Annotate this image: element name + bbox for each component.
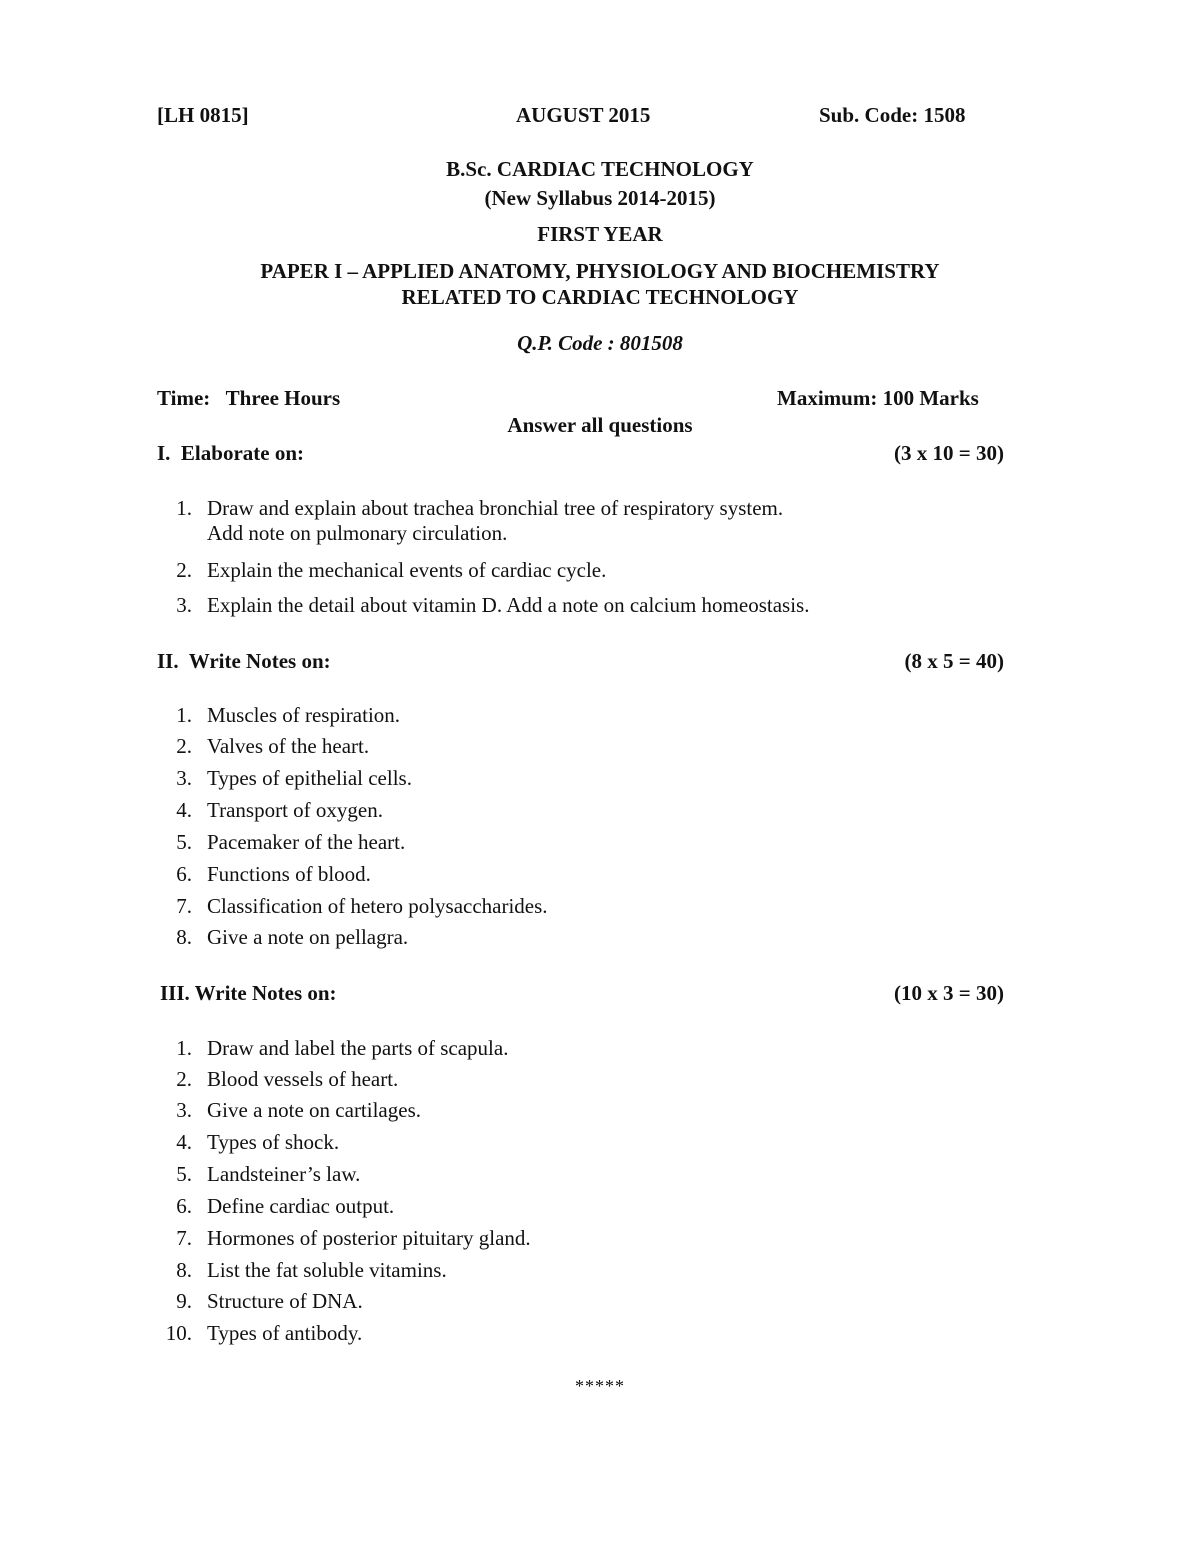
question-text: Transport of oxygen.: [207, 798, 383, 822]
question-number: 7.: [176, 894, 192, 918]
section-heading: I. Elaborate on:: [157, 441, 304, 465]
question-number: 2.: [176, 558, 192, 582]
question-text: Types of antibody.: [207, 1321, 363, 1345]
question-number: 3.: [176, 766, 192, 790]
question-item: [150, 1130, 339, 1155]
question-text: Types of epithelial cells.: [207, 766, 412, 790]
question-item: [150, 1162, 360, 1187]
time-label: Time: Three Hours: [157, 386, 341, 410]
question-text: Structure of DNA.: [207, 1289, 363, 1313]
instruction-label: Answer all questions: [507, 413, 693, 437]
question-number: 5.: [176, 1162, 192, 1186]
question-number: 1.: [176, 703, 192, 727]
question-item: [150, 862, 371, 887]
question-number: 9.: [176, 1289, 192, 1313]
question-number: 2.: [176, 734, 192, 758]
question-text: Functions of blood.: [207, 862, 371, 886]
question-number: 1.: [176, 496, 192, 520]
question-item: [150, 894, 548, 919]
question-text: Give a note on cartilages.: [207, 1098, 421, 1122]
question-number: 2.: [176, 1067, 192, 1091]
paper-title-line2: RELATED TO CARDIAC TECHNOLOGY: [401, 285, 799, 309]
question-item: [150, 925, 408, 950]
question-item: [150, 1321, 362, 1346]
question-item: [150, 703, 400, 728]
question-text: Landsteiner’s law.: [207, 1162, 361, 1186]
question-item: [150, 593, 809, 618]
year-label: FIRST YEAR: [537, 222, 663, 246]
question-number: 5.: [176, 830, 192, 854]
question-text-continued: Add note on pulmonary circulation.: [207, 521, 508, 545]
question-item: [150, 1289, 363, 1314]
question-item: [150, 1067, 398, 1092]
question-number: 4.: [176, 1130, 192, 1154]
question-text: Hormones of posterior pituitary gland.: [207, 1226, 531, 1250]
question-number: 7.: [176, 1226, 192, 1250]
question-number: 3.: [176, 593, 192, 617]
question-number: 4.: [176, 798, 192, 822]
section-marks: (10 x 3 = 30): [894, 981, 1004, 1005]
question-item: [150, 1098, 421, 1123]
question-text: Give a note on pellagra.: [207, 925, 409, 949]
question-item: [150, 734, 369, 759]
paper-title-line1: PAPER I – APPLIED ANATOMY, PHYSIOLOGY AND BIOCHEMISTRY: [260, 259, 940, 283]
question-text: Explain the detail about vitamin D. Add a note on calcium homeostasis.: [207, 593, 810, 617]
question-number: 8.: [176, 1258, 192, 1282]
course-title: B.Sc. CARDIAC TECHNOLOGY: [446, 157, 754, 181]
question-number: 3.: [176, 1098, 192, 1122]
paper-code: [LH 0815]: [157, 103, 249, 127]
question-number: 6.: [176, 862, 192, 886]
question-text: Types of shock.: [207, 1130, 340, 1154]
question-text: Explain the mechanical events of cardiac cycle.: [207, 558, 607, 582]
question-number: 10.: [165, 1321, 192, 1345]
end-of-paper-mark: *****: [575, 1376, 625, 1396]
question-item: [150, 558, 606, 583]
exam-month: AUGUST 2015: [516, 103, 651, 127]
question-text: Define cardiac output.: [207, 1194, 395, 1218]
question-text: Draw and label the parts of scapula.: [207, 1036, 509, 1060]
question-text: Valves of the heart.: [207, 734, 370, 758]
question-item: [150, 496, 783, 546]
max-marks-label: Maximum: 100 Marks: [777, 386, 979, 410]
question-text: Muscles of respiration.: [207, 703, 401, 727]
syllabus-label: (New Syllabus 2014-2015): [484, 186, 716, 210]
question-number: 6.: [176, 1194, 192, 1218]
question-text: Classification of hetero polysaccharides.: [207, 894, 548, 918]
question-item: [150, 798, 383, 823]
question-item: [150, 1036, 508, 1061]
section-marks: (8 x 5 = 40): [904, 649, 1004, 673]
question-number: 1.: [176, 1036, 192, 1060]
subject-code: Sub. Code: 1508: [819, 103, 966, 127]
question-text: Pacemaker of the heart.: [207, 830, 406, 854]
question-text: List the fat soluble vitamins.: [207, 1258, 447, 1282]
question-item: [150, 1226, 531, 1251]
question-item: [150, 1258, 447, 1283]
qp-code: Q.P. Code : 801508: [517, 331, 683, 355]
section-marks: (3 x 10 = 30): [894, 441, 1004, 465]
question-number: 8.: [176, 925, 192, 949]
question-text: Blood vessels of heart.: [207, 1067, 399, 1091]
question-item: [150, 766, 412, 791]
section-heading: II. Write Notes on:: [157, 649, 331, 673]
question-text: Draw and explain about trachea bronchial tree of respiratory system.: [207, 496, 784, 520]
question-item: [150, 830, 405, 855]
question-item: [150, 1194, 394, 1219]
section-heading: III. Write Notes on:: [160, 981, 337, 1005]
